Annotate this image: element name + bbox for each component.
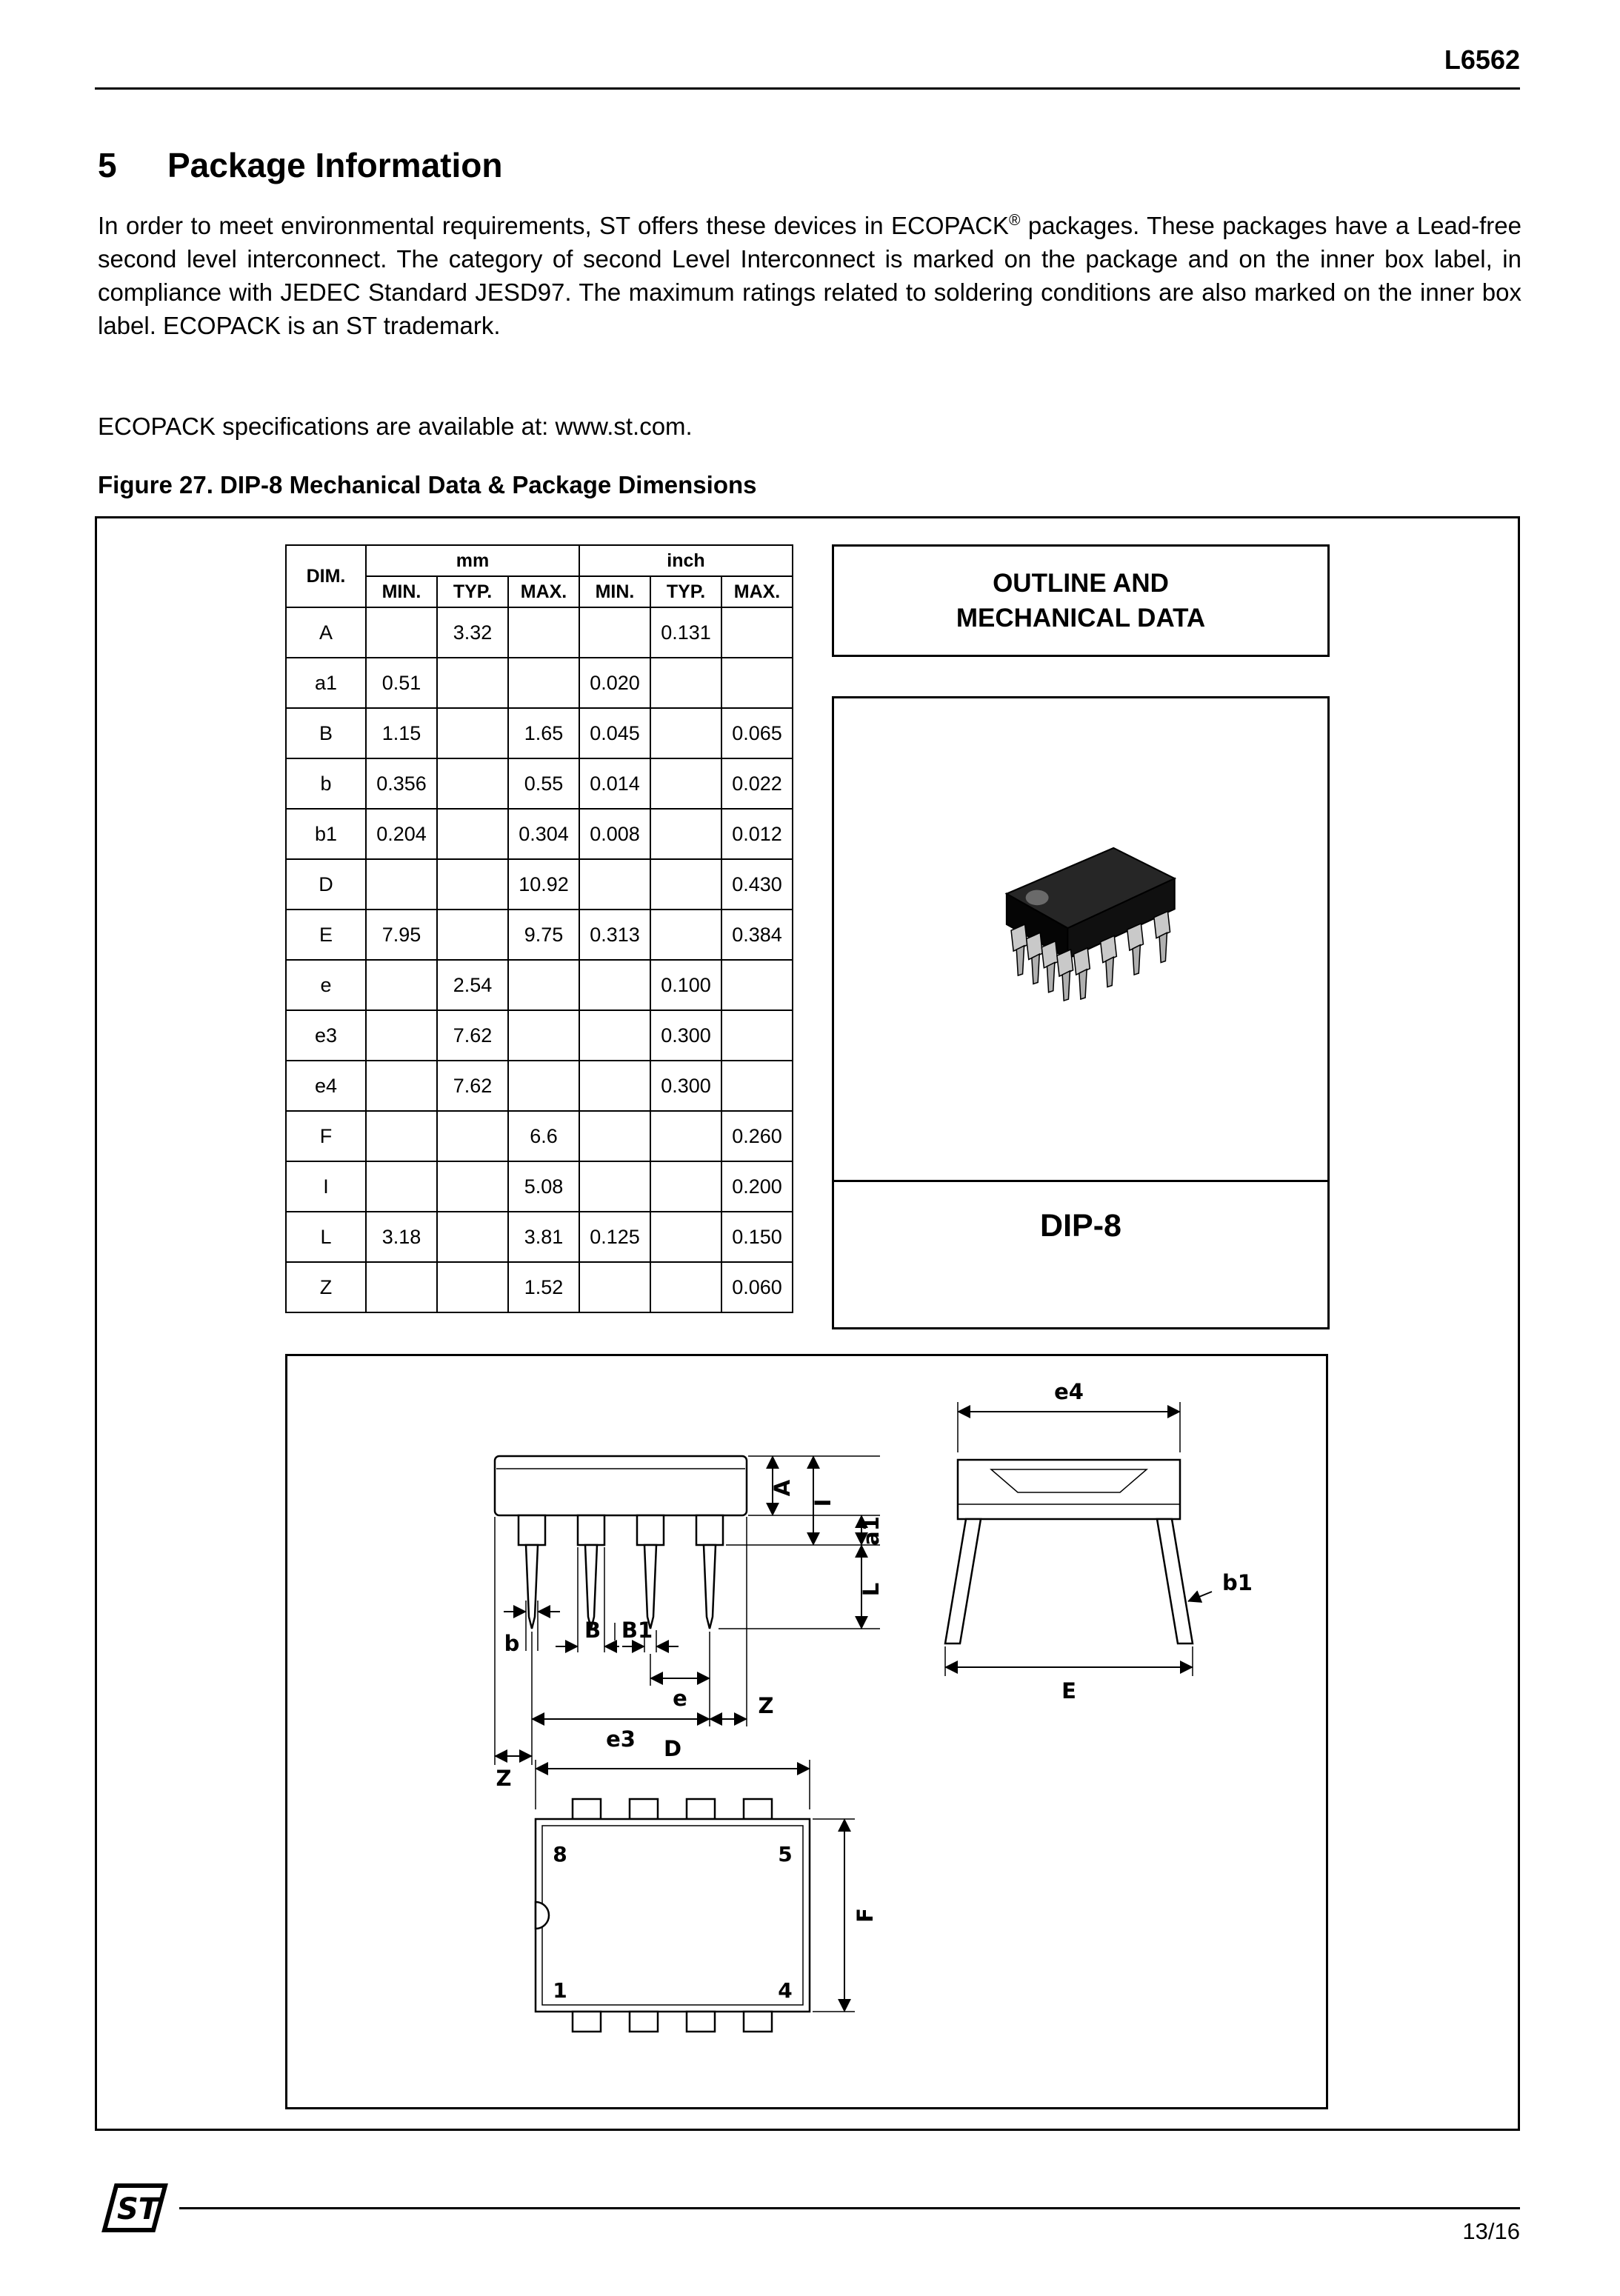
value-cell [579, 1061, 650, 1111]
value-cell: 0.204 [366, 809, 437, 859]
value-cell [437, 809, 508, 859]
dim-label-Z-left: Z [496, 1766, 512, 1791]
value-cell [437, 1161, 508, 1212]
value-cell [437, 708, 508, 758]
package-name: DIP-8 [1040, 1208, 1121, 1244]
package-drawings [287, 1356, 1326, 2107]
table-row [286, 1212, 793, 1262]
value-cell: 0.304 [508, 809, 579, 859]
package-pin [1011, 924, 1027, 975]
value-cell: 0.51 [366, 658, 437, 708]
value-cell: 10.92 [508, 859, 579, 910]
st-logo [95, 2179, 169, 2237]
bottom-view-drawing [536, 1736, 878, 2032]
mm-min-header: MIN. [366, 576, 437, 607]
value-cell [437, 859, 508, 910]
value-cell: 0.300 [650, 1061, 721, 1111]
mm-group-header: mm [366, 545, 579, 576]
st-website-link[interactable]: www.st.com [555, 413, 686, 440]
value-cell [650, 658, 721, 708]
value-cell: 5.08 [508, 1161, 579, 1212]
value-cell [650, 708, 721, 758]
mm-typ-header: TYP. [437, 576, 508, 607]
dim-label-L: L [859, 1582, 884, 1597]
dim-cell: I [286, 1161, 366, 1212]
value-cell: 3.81 [508, 1212, 579, 1262]
figure-caption [98, 471, 757, 499]
value-cell: 0.012 [721, 809, 793, 859]
outline-title-line1: OUTLINE AND [993, 569, 1169, 598]
package-pin [1074, 948, 1090, 999]
table-row [286, 910, 793, 960]
inch-typ-header: TYP. [650, 576, 721, 607]
value-cell [366, 1061, 437, 1111]
value-cell: 0.384 [721, 910, 793, 960]
dip8-package-3d-image [921, 802, 1244, 1047]
value-cell: 0.065 [721, 708, 793, 758]
section-title: Package Information [167, 146, 503, 184]
table-row [286, 809, 793, 859]
value-cell: 1.65 [508, 708, 579, 758]
dim-cell: e4 [286, 1061, 366, 1111]
value-cell: 9.75 [508, 910, 579, 960]
value-cell [650, 859, 721, 910]
value-cell [721, 1061, 793, 1111]
value-cell: 0.060 [721, 1262, 793, 1312]
header-divider [95, 87, 1520, 90]
value-cell [508, 658, 579, 708]
table-row [286, 1061, 793, 1111]
dim-cell: b1 [286, 809, 366, 859]
value-cell [437, 1262, 508, 1312]
value-cell [366, 859, 437, 910]
st-logo-text: ST [117, 2192, 159, 2226]
value-cell: 7.95 [366, 910, 437, 960]
value-cell [579, 960, 650, 1010]
table-header [286, 545, 793, 607]
section-heading [98, 145, 502, 185]
table-row [286, 607, 793, 658]
value-cell [366, 607, 437, 658]
value-cell [579, 1010, 650, 1061]
value-cell: 6.6 [508, 1111, 579, 1161]
paragraph-text: ECOPACK specifications are available at: [98, 413, 556, 440]
value-cell [650, 758, 721, 809]
value-cell: 3.32 [437, 607, 508, 658]
dim-label-B: B [584, 1618, 601, 1643]
footer-divider [179, 2207, 1520, 2209]
dim-cell: Z [286, 1262, 366, 1312]
value-cell: 0.430 [721, 859, 793, 910]
value-cell: 3.18 [366, 1212, 437, 1262]
value-cell [437, 1212, 508, 1262]
value-cell: 0.014 [579, 758, 650, 809]
dim-cell: D [286, 859, 366, 910]
package-pin [1041, 941, 1058, 992]
value-cell [437, 658, 508, 708]
value-cell [366, 1010, 437, 1061]
value-cell [579, 1262, 650, 1312]
value-cell [650, 1262, 721, 1312]
table-row [286, 1161, 793, 1212]
table-row [286, 1111, 793, 1161]
value-cell: 0.200 [721, 1161, 793, 1212]
paragraph-text: In order to meet environmental requirements, ST offers these devices in ECOPACK [98, 212, 1009, 239]
table-row [286, 708, 793, 758]
table-row [286, 1010, 793, 1061]
dim-label-I: I [810, 1498, 836, 1507]
dim-label-F: F [853, 1908, 878, 1923]
value-cell: 0.008 [579, 809, 650, 859]
mm-max-header: MAX. [508, 576, 579, 607]
package-pin [1101, 935, 1117, 987]
value-cell: 0.045 [579, 708, 650, 758]
value-cell: 7.62 [437, 1061, 508, 1111]
mechanical-data-table [285, 544, 793, 1313]
dim-cell: B [286, 708, 366, 758]
pin1-notch [1026, 890, 1049, 906]
value-cell [650, 1212, 721, 1262]
value-cell: 1.15 [366, 708, 437, 758]
value-cell [508, 1010, 579, 1061]
value-cell [579, 1161, 650, 1212]
dim-label-A: A [770, 1479, 795, 1497]
package-pin [1127, 924, 1144, 975]
intro-paragraph [98, 209, 1521, 342]
value-cell [437, 910, 508, 960]
dim-label-b: b [504, 1631, 520, 1656]
value-cell [366, 1161, 437, 1212]
value-cell [366, 1262, 437, 1312]
dim-cell: e [286, 960, 366, 1010]
paragraph-text-cont: packages. These packages have a Lead-free second level interconnect. The category of second Level Interconnect is marked on the package and on the inner box label, in compliance with JEDEC Standard JESD97. The maximum ratings related to soldering conditions are also marked on the inner box label. ECOPACK is an ST trademark. [98, 212, 1521, 339]
value-cell [508, 960, 579, 1010]
value-cell: 0.300 [650, 1010, 721, 1061]
table-row [286, 960, 793, 1010]
dim-table-body [286, 607, 793, 1312]
ecopack-paragraph [98, 410, 693, 443]
table-row [286, 758, 793, 809]
package-pin [1057, 950, 1073, 1001]
value-cell [579, 607, 650, 658]
dim-label-E: E [1061, 1678, 1076, 1703]
value-cell: 2.54 [437, 960, 508, 1010]
value-cell [366, 960, 437, 1010]
package-panel [832, 696, 1330, 1329]
side-view-drawing [495, 1456, 884, 1791]
value-cell: 1.52 [508, 1262, 579, 1312]
value-cell: 0.022 [721, 758, 793, 809]
dim-label-Z-right: Z [758, 1693, 774, 1718]
pin-number-8: 8 [553, 1842, 567, 1866]
value-cell [579, 1111, 650, 1161]
value-cell: 0.356 [366, 758, 437, 809]
dim-label-b1: b1 [1222, 1570, 1253, 1595]
dim-label-a1: a1 [859, 1516, 884, 1546]
value-cell: 0.020 [579, 658, 650, 708]
dim-cell: E [286, 910, 366, 960]
value-cell [437, 1111, 508, 1161]
value-cell [721, 607, 793, 658]
section-number: 5 [98, 146, 117, 184]
table-row [286, 658, 793, 708]
dim-cell: e3 [286, 1010, 366, 1061]
value-cell: 7.62 [437, 1010, 508, 1061]
dim-cell: A [286, 607, 366, 658]
dim-column-header: DIM. [286, 545, 366, 607]
dim-label-e3: e3 [606, 1726, 636, 1752]
value-cell [437, 758, 508, 809]
table-row [286, 859, 793, 910]
end-view-drawing [945, 1379, 1253, 1703]
package-pin [1154, 911, 1170, 962]
pin-number-1: 1 [553, 1978, 567, 2003]
dim-label-D: D [663, 1736, 682, 1761]
outline-title-line2: MECHANICAL DATA [956, 604, 1206, 633]
paragraph-text-end: . [685, 413, 693, 440]
value-cell [650, 910, 721, 960]
inch-min-header: MIN. [579, 576, 650, 607]
dim-label-e4: e4 [1054, 1379, 1084, 1404]
value-cell [508, 1061, 579, 1111]
table-row [286, 1262, 793, 1312]
value-cell [721, 1010, 793, 1061]
value-cell [721, 960, 793, 1010]
dimension-drawings-box [285, 1354, 1328, 2109]
value-cell: 0.260 [721, 1111, 793, 1161]
dim-label-B1: B1 [621, 1618, 653, 1643]
value-cell: 0.125 [579, 1212, 650, 1262]
value-cell [721, 658, 793, 708]
page-number: 13/16 [1462, 2218, 1520, 2244]
value-cell: 0.55 [508, 758, 579, 809]
figure-caption-text: Figure 27. DIP-8 Mechanical Data & Package Dimensions [98, 471, 757, 498]
value-cell [650, 1111, 721, 1161]
inch-max-header: MAX. [721, 576, 793, 607]
package-pin [1027, 932, 1043, 984]
value-cell [650, 809, 721, 859]
outline-title-box [832, 544, 1330, 657]
dim-cell: a1 [286, 658, 366, 708]
registered-trademark-symbol: ® [1008, 212, 1021, 229]
pin-number-4: 4 [778, 1978, 793, 2003]
value-cell: 0.313 [579, 910, 650, 960]
dim-label-e: e [673, 1686, 687, 1711]
value-cell: 0.150 [721, 1212, 793, 1262]
package-panel-divider [834, 1180, 1327, 1182]
value-cell [366, 1111, 437, 1161]
dim-cell: L [286, 1212, 366, 1262]
dim-cell: b [286, 758, 366, 809]
value-cell [508, 607, 579, 658]
pin-number-5: 5 [778, 1842, 793, 1866]
value-cell [579, 859, 650, 910]
document-id: L6562 [1444, 44, 1520, 75]
figure-frame [95, 516, 1520, 2131]
value-cell: 0.131 [650, 607, 721, 658]
value-cell: 0.100 [650, 960, 721, 1010]
value-cell [650, 1161, 721, 1212]
inch-group-header: inch [579, 545, 793, 576]
dim-cell: F [286, 1111, 366, 1161]
